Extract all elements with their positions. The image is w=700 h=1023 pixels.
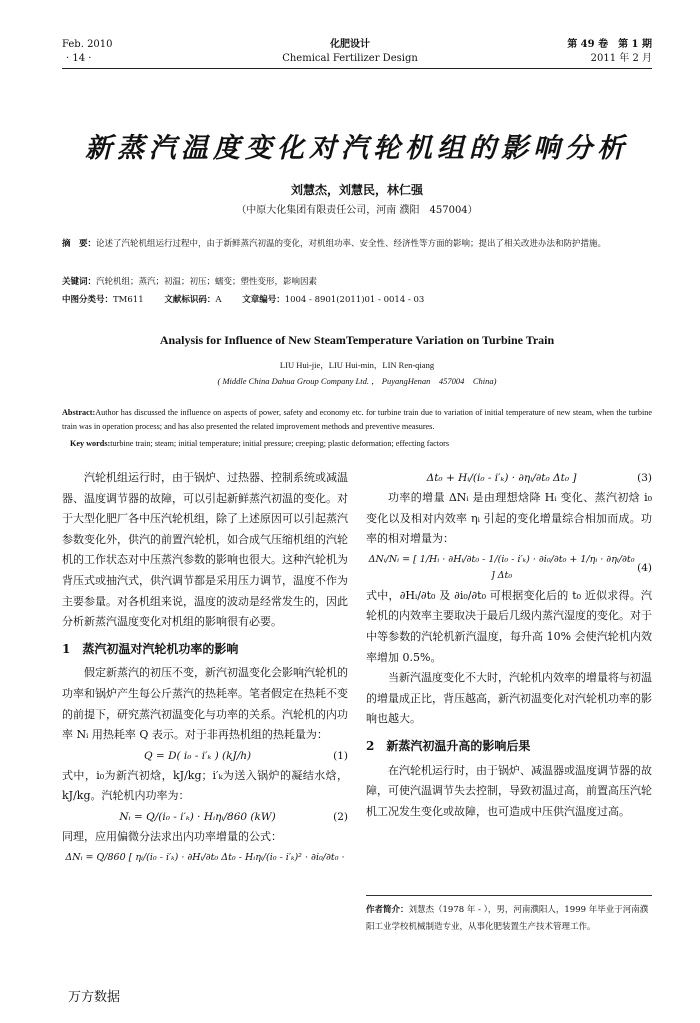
equation-3-number: (3) <box>637 472 652 484</box>
keywords-cn-text: 汽轮机组；蒸汽；初温；初压；蠕变；塑性变形，影响因素 <box>96 277 318 287</box>
title-cn: 新蒸汽温度变化对汽轮机组的影响分析 <box>85 133 629 164</box>
equation-2 <box>62 807 348 827</box>
classification-line <box>62 294 652 307</box>
equation-2-body: Nᵢ = Q/(i₀ - i′ₖ) · Hᵢηᵢ/860 (kW) <box>119 810 276 823</box>
para-intro: 汽轮机组运行时，由于锅炉、过热器、控制系统或减温器、温度调节器的故障，可以引起新鲜蒸汽初温的变化。对于大型化肥厂各中压汽轮机组，除了上述原因可以引起蒸汽参数变化外，供汽的前置汽轮机，如合成气压缩机组的汽轮机的工作状态对中压蒸汽参数的影响也很大。这种汽轮机为背压式或抽汽式，供汽调节都是采用压力调节，温度不作为主要参量。对各机组来说，温度的波动是经常发生的，因此分析新蒸汽温度变化对机组的影响很有必要。 <box>62 471 348 629</box>
author-bio-text: 刘慧杰（1978 年 - ），男，河南濮阳人，1999 年毕业于河南濮阳工业学校机械制造专业，从事化肥装置生产技术管理工作。 <box>366 905 649 932</box>
right-column <box>366 468 652 822</box>
abstract-en-text: Author has discussed the influence on aspects of power, safety and economy etc. for turbine train due to variation of initial temperature of new steam, when the turbine train was in operation process; and has also presented the related improvement methods and preventive measures. <box>62 408 652 431</box>
equation-1-number: (1) <box>333 749 348 762</box>
para-increment: 功率的增量 ΔNᵢ 是由理想焓降 Hᵢ 变化、蒸汽初焓 i₀ 变化以及相对内效率 ηᵢ 引起的变化增量综合相加而成。功率的相对增量为： <box>366 491 652 546</box>
article-no-label: 文章编号： <box>242 295 285 305</box>
abstract-cn <box>62 234 652 254</box>
keywords-en-label: Key words: <box>70 439 111 448</box>
doc-code-value: A <box>215 295 222 305</box>
para-efficiency: 当新汽温度变化不大时，汽轮机内效率的增量将与初温的增量成正比，背压越高，新汽初温变化对汽轮机功率的影响也越大。 <box>366 671 652 726</box>
header-journal-en: Chemical Fertilizer Design <box>282 53 418 64</box>
affiliation-en: ( Middle China Dahua Group Company Ltd. ， PuyangHenan 457004 China) <box>217 376 497 386</box>
title-en: Analysis for Influence of New SteamTemperature Variation on Turbine Train <box>159 333 555 347</box>
keywords-en-text: turbine train; steam; initial temperature; initial pressure; creeping; plastic deformation; effecting factors <box>110 439 450 448</box>
para-consequence: 在汽轮机运行时，由于锅炉、减温器或温度调节器的故障，可使汽温调节失去控制，导致初温过高，前置高压汽轮机工况发生变化或故障，也可造成中压供汽温度过高。 <box>366 763 652 818</box>
equation-2-number: (2) <box>333 810 348 823</box>
section-heading-2: 2 新蒸汽初温升高的影响后果 <box>366 738 531 753</box>
para-partial: 同理，应用偏微分法求出内功率增量的公式： <box>62 829 282 843</box>
header-year-month: 2011 年 2 月 <box>590 53 652 64</box>
equation-3-part-b <box>366 468 652 488</box>
keywords-cn <box>62 276 652 289</box>
footnote-rule <box>366 895 652 896</box>
equation-3-part-a <box>62 848 348 868</box>
article-no-value: 1004 - 8901(2011)01 - 0014 - 03 <box>284 295 425 305</box>
abstract-cn-label: 摘 要： <box>62 239 97 249</box>
clc-value: TM611 <box>113 295 144 305</box>
header-journal-cn: 化肥设计 <box>330 39 370 50</box>
equation-4 <box>366 550 652 586</box>
equation-1 <box>62 746 348 766</box>
para-power: 假定新蒸汽的初压不变，新汽初温变化会影响汽轮机的功率和锅炉产生每公斤蒸汽的热耗率。笔者假定在热耗不变的前提下，研究蒸汽初温变化与功率的关系。汽轮机的内功率 Nᵢ 用热耗率 Q 表示。对于非再热机组的热耗量为： <box>62 666 348 742</box>
equation-4-number: (4) <box>637 561 652 574</box>
keywords-en <box>70 437 652 451</box>
header-rule <box>62 68 652 69</box>
footer-watermark: 万方数据 <box>68 990 121 1005</box>
abstract-cn-text: 论述了汽轮机组运行过程中，由于新鲜蒸汽初温的变化，对机组功率、安全性、经济性等方面的影响；提出了相关改进办法和防护措施。 <box>96 239 607 249</box>
para-eq1-where: 式中，i₀为新汽初焓，kJ/kg；i′ₖ为送入锅炉的凝结水焓，kJ/kg。汽轮机内功率为： <box>62 768 348 803</box>
authors-en: LIU Hui-jie，LIU Hui-min，LIN Ren-qiang <box>279 360 435 370</box>
author-bio <box>366 902 652 936</box>
header-volume: 第 49 卷 第 1 期 <box>567 39 652 50</box>
equation-4-body: ΔNᵢ/Nᵢ = [ 1/Hᵢ · ∂Hᵢ/∂t₀ - 1/(i₀ - i′ₖ) · ∂i₀/∂t₀ + 1/ηᵢ · ∂ηᵢ/∂t₀ ] Δt₀ <box>368 553 635 581</box>
affiliation-cn: （中原大化集团有限责任公司，河南 濮阳 457004） <box>236 205 478 216</box>
author-bio-label: 作者简介： <box>366 905 409 915</box>
header-page: · 14 · <box>66 53 92 64</box>
abstract-en <box>62 406 652 434</box>
clc-label: 中图分类号： <box>62 295 114 305</box>
equation-1-body: Q = D( i₀ - i′ₖ ) (kJ/h) <box>143 749 252 762</box>
authors-cn: 刘慧杰，刘慧民，林仁强 <box>290 183 423 197</box>
left-column <box>62 468 348 868</box>
para-eq4-where: 式中，∂Hᵢ/∂t₀ 及 ∂i₀/∂t₀ 可根据变化后的 t₀ 近似求得。汽轮机的内效率主要取决于最后几级内蒸汽湿度的变化。对于中等参数的汽轮机新汽温度，每升高 10% 会使汽轮机内效率增加 0.5%。 <box>366 588 652 664</box>
header-date: Feb. 2010 <box>62 39 113 50</box>
abstract-en-label: Abstract: <box>62 408 96 417</box>
section-heading-1: 1 蒸汽初温对汽轮机功率的影响 <box>62 641 239 656</box>
doc-code-label: 文献标识码： <box>164 295 216 305</box>
equation-3b-body: Δt₀ + Hᵢ/(i₀ - i′ₖ) · ∂ηᵢ/∂t₀ Δt₀ ] <box>426 472 577 484</box>
keywords-cn-label: 关键词： <box>62 277 97 287</box>
equation-3a-body: ΔNᵢ = Q/860 [ ηᵢ/(i₀ - i′ₖ) · ∂Hᵢ/∂t₀ Δt₀ - Hᵢηᵢ/(i₀ - i′ₖ)² · ∂i₀/∂t₀ · <box>65 851 345 863</box>
